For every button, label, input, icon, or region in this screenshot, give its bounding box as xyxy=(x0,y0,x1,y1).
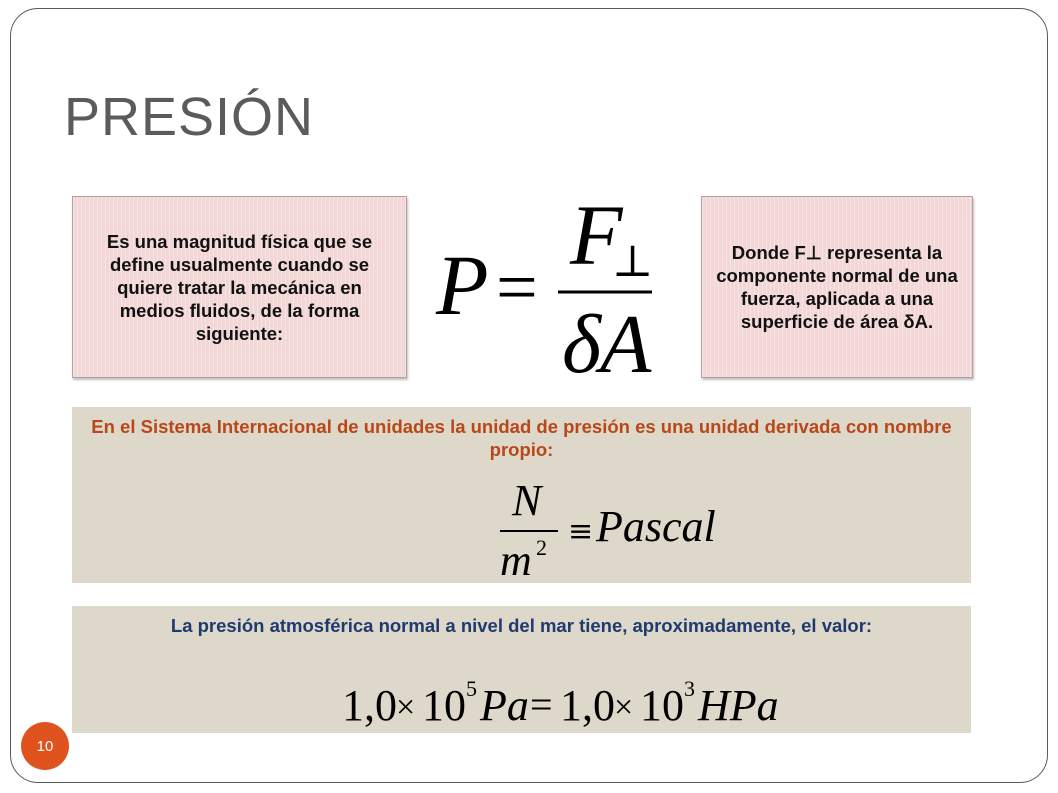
atm-times-1: × xyxy=(396,689,416,726)
atm-exp-1: 5 xyxy=(466,676,477,701)
explanation-box xyxy=(701,196,973,378)
atmospheric-box xyxy=(72,606,971,733)
formula-denominator-delta: δ xyxy=(562,298,602,386)
atmospheric-formula xyxy=(342,674,782,730)
pascal-denominator: m xyxy=(500,536,532,580)
atm-base-2: 10 xyxy=(640,681,684,730)
atm-equals: = xyxy=(530,682,553,727)
explanation-text: Donde F⊥ representa la componente normal de una fuerza, aplicada a una superficie de área δA. xyxy=(716,242,958,332)
slide-title: PRESIÓN xyxy=(64,87,315,147)
si-unit-text: En el Sistema Internacional de unidades la unidad de presión es una unidad derivada con nombre propio: xyxy=(91,416,952,460)
page-number: 10 xyxy=(36,737,54,755)
formula-denominator-var: A xyxy=(600,298,652,386)
atm-base-1: 10 xyxy=(422,681,466,730)
atm-unit-1: Pa xyxy=(480,681,529,730)
si-unit-box xyxy=(72,407,971,583)
pascal-exponent: 2 xyxy=(536,535,547,560)
pascal-formula xyxy=(492,475,742,580)
pascal-equiv: ≡ xyxy=(568,514,594,549)
definition-box xyxy=(72,196,407,378)
formula-equals: = xyxy=(496,247,538,329)
atm-mantissa-1: 1,0 xyxy=(342,681,397,730)
atmospheric-text: La presión atmosférica normal a nivel del mar tiene, aproximadamente, el valor: xyxy=(170,615,873,636)
atm-times-2: × xyxy=(614,689,634,726)
page-number-badge xyxy=(21,722,69,770)
definition-text: Es una magnitud física que se define usualmente cuando se quiere tratar la mecánica en medios fluidos, de la forma siguiente: xyxy=(106,230,373,344)
atm-mantissa-2: 1,0 xyxy=(560,681,615,730)
formula-numerator: F xyxy=(570,196,623,283)
pascal-numerator: N xyxy=(512,476,542,525)
pressure-formula xyxy=(430,196,690,386)
formula-perp: ⊥ xyxy=(612,236,654,287)
atm-exp-2: 3 xyxy=(684,676,695,701)
formula-lhs: P xyxy=(436,237,489,333)
atm-unit-2: HPa xyxy=(698,681,779,730)
pascal-unit-name: Pascal xyxy=(596,502,716,551)
